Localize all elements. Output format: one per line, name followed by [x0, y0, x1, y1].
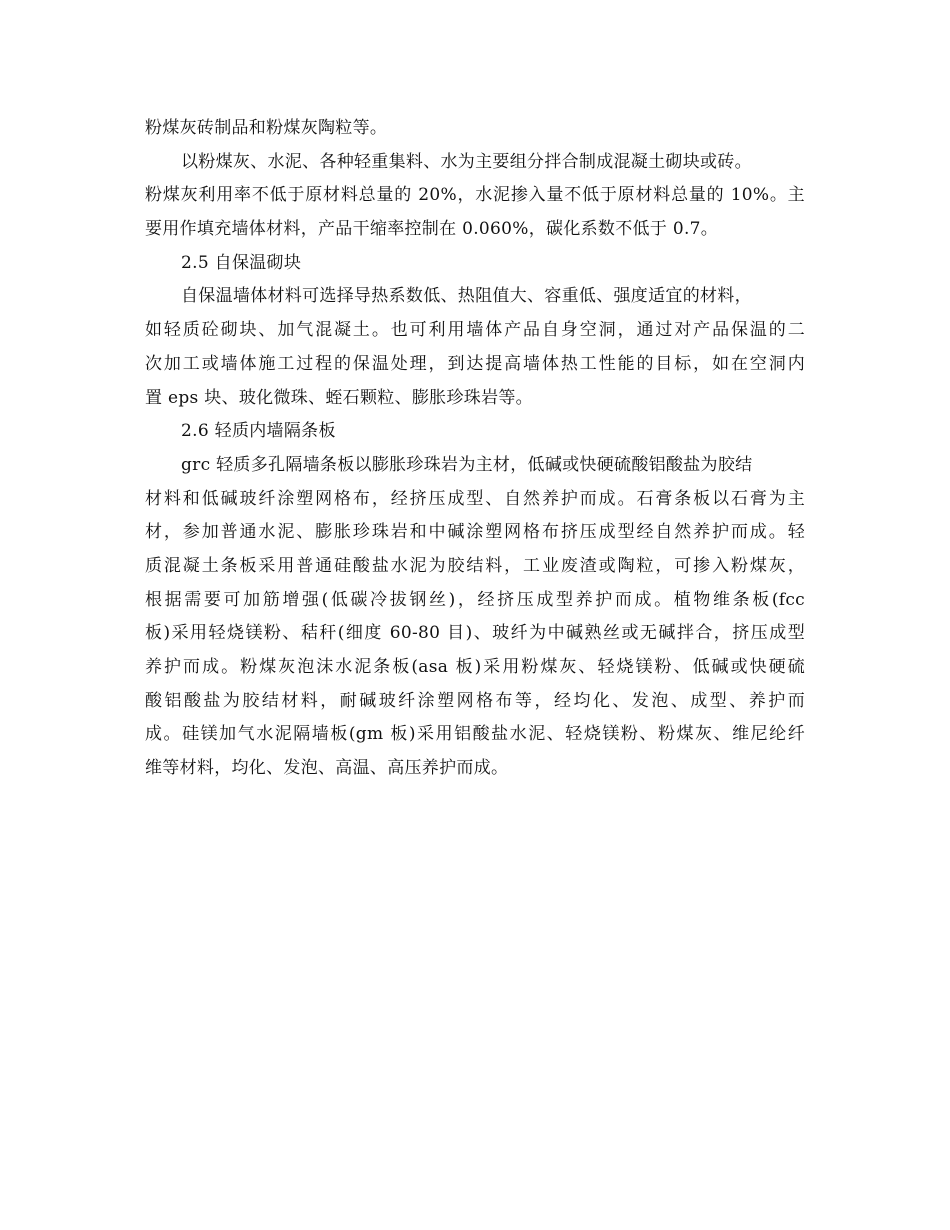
- paragraph-fly-ash-block: [145, 146, 805, 247]
- document-page: [145, 112, 805, 786]
- text-line: 置 eps 块、玻化微珠、蛭石颗粒、膨胀珍珠岩等。: [145, 387, 533, 408]
- paragraph-self-insulating-block: [145, 280, 805, 415]
- heading-text: 2.6 轻质内墙隔条板: [181, 421, 336, 442]
- text-line: 酸铝酸盐为胶结材料，耐碱玻纤涂塑网格布等，经均化、发泡、成型、养护而: [145, 690, 805, 711]
- text-line: 成。硅镁加气水泥隔墙板(gm 板)采用铝酸盐水泥、轻烧镁粉、粉煤灰、维尼纶纤: [145, 724, 805, 745]
- text-line: 板)采用轻烧镁粉、秸秆(细度 60-80 目)、玻纤为中碱熟丝或无碱拌合，挤压成型: [145, 623, 805, 644]
- paragraph-continuation: [145, 112, 805, 146]
- heading-text: 2.5 自保温砌块: [181, 252, 302, 273]
- text-line: 次加工或墙体施工过程的保温处理，到达提高墙体热工性能的目标，如在空洞内: [145, 353, 805, 374]
- text-line: 粉煤灰利用率不低于原材料总量的 20%，水泥掺入量不低于原材料总量的 10%。主: [145, 185, 805, 206]
- text-line: 自保温墙体材料可选择导热系数低、热阻值大、容重低、强度适宜的材料，: [181, 286, 752, 307]
- text-line: 粉煤灰砖制品和粉煤灰陶粒等。: [145, 118, 388, 138]
- text-line: 材料和低碱玻纤涂塑网格布，经挤压成型、自然养护而成。石膏条板以石膏为主: [145, 488, 805, 509]
- text-line: 如轻质砼砌块、加气混凝土。也可利用墙体产品自身空洞，通过对产品保温的二: [145, 320, 805, 341]
- text-line: 要用作填充墙体材料，产品干缩率控制在 0.060%，碳化系数不低于 0.7。: [145, 219, 719, 240]
- paragraph-partition-boards: [145, 449, 805, 786]
- text-line: 材，参加普通水泥、膨胀珍珠岩和中碱涂塑网格布挤压成型经自然养护而成。轻: [145, 522, 805, 543]
- section-heading-2-5: [145, 247, 805, 281]
- text-line: 维等材料，均化、发泡、高温、高压养护而成。: [145, 758, 509, 779]
- text-line: 质混凝土条板采用普通硅酸盐水泥为胶结料，工业废渣或陶粒，可掺入粉煤灰，: [145, 555, 805, 576]
- text-line: 养护而成。粉煤灰泡沫水泥条板(asa 板)采用粉煤灰、轻烧镁粉、低碱或快硬硫: [145, 657, 805, 677]
- text-line: 以粉煤灰、水泥、各种轻重集料、水为主要组分拌合制成混凝土砌块或砖。: [181, 151, 752, 172]
- text-line: 根据需要可加筋增强(低碳冷拔钢丝)，经挤压成型养护而成。植物维条板(fcc: [145, 589, 805, 610]
- text-line: grc 轻质多孔隔墙条板以膨胀珍珠岩为主材，低碱或快硬硫酸铝酸盐为胶结: [181, 454, 753, 475]
- section-heading-2-6: [145, 415, 805, 449]
